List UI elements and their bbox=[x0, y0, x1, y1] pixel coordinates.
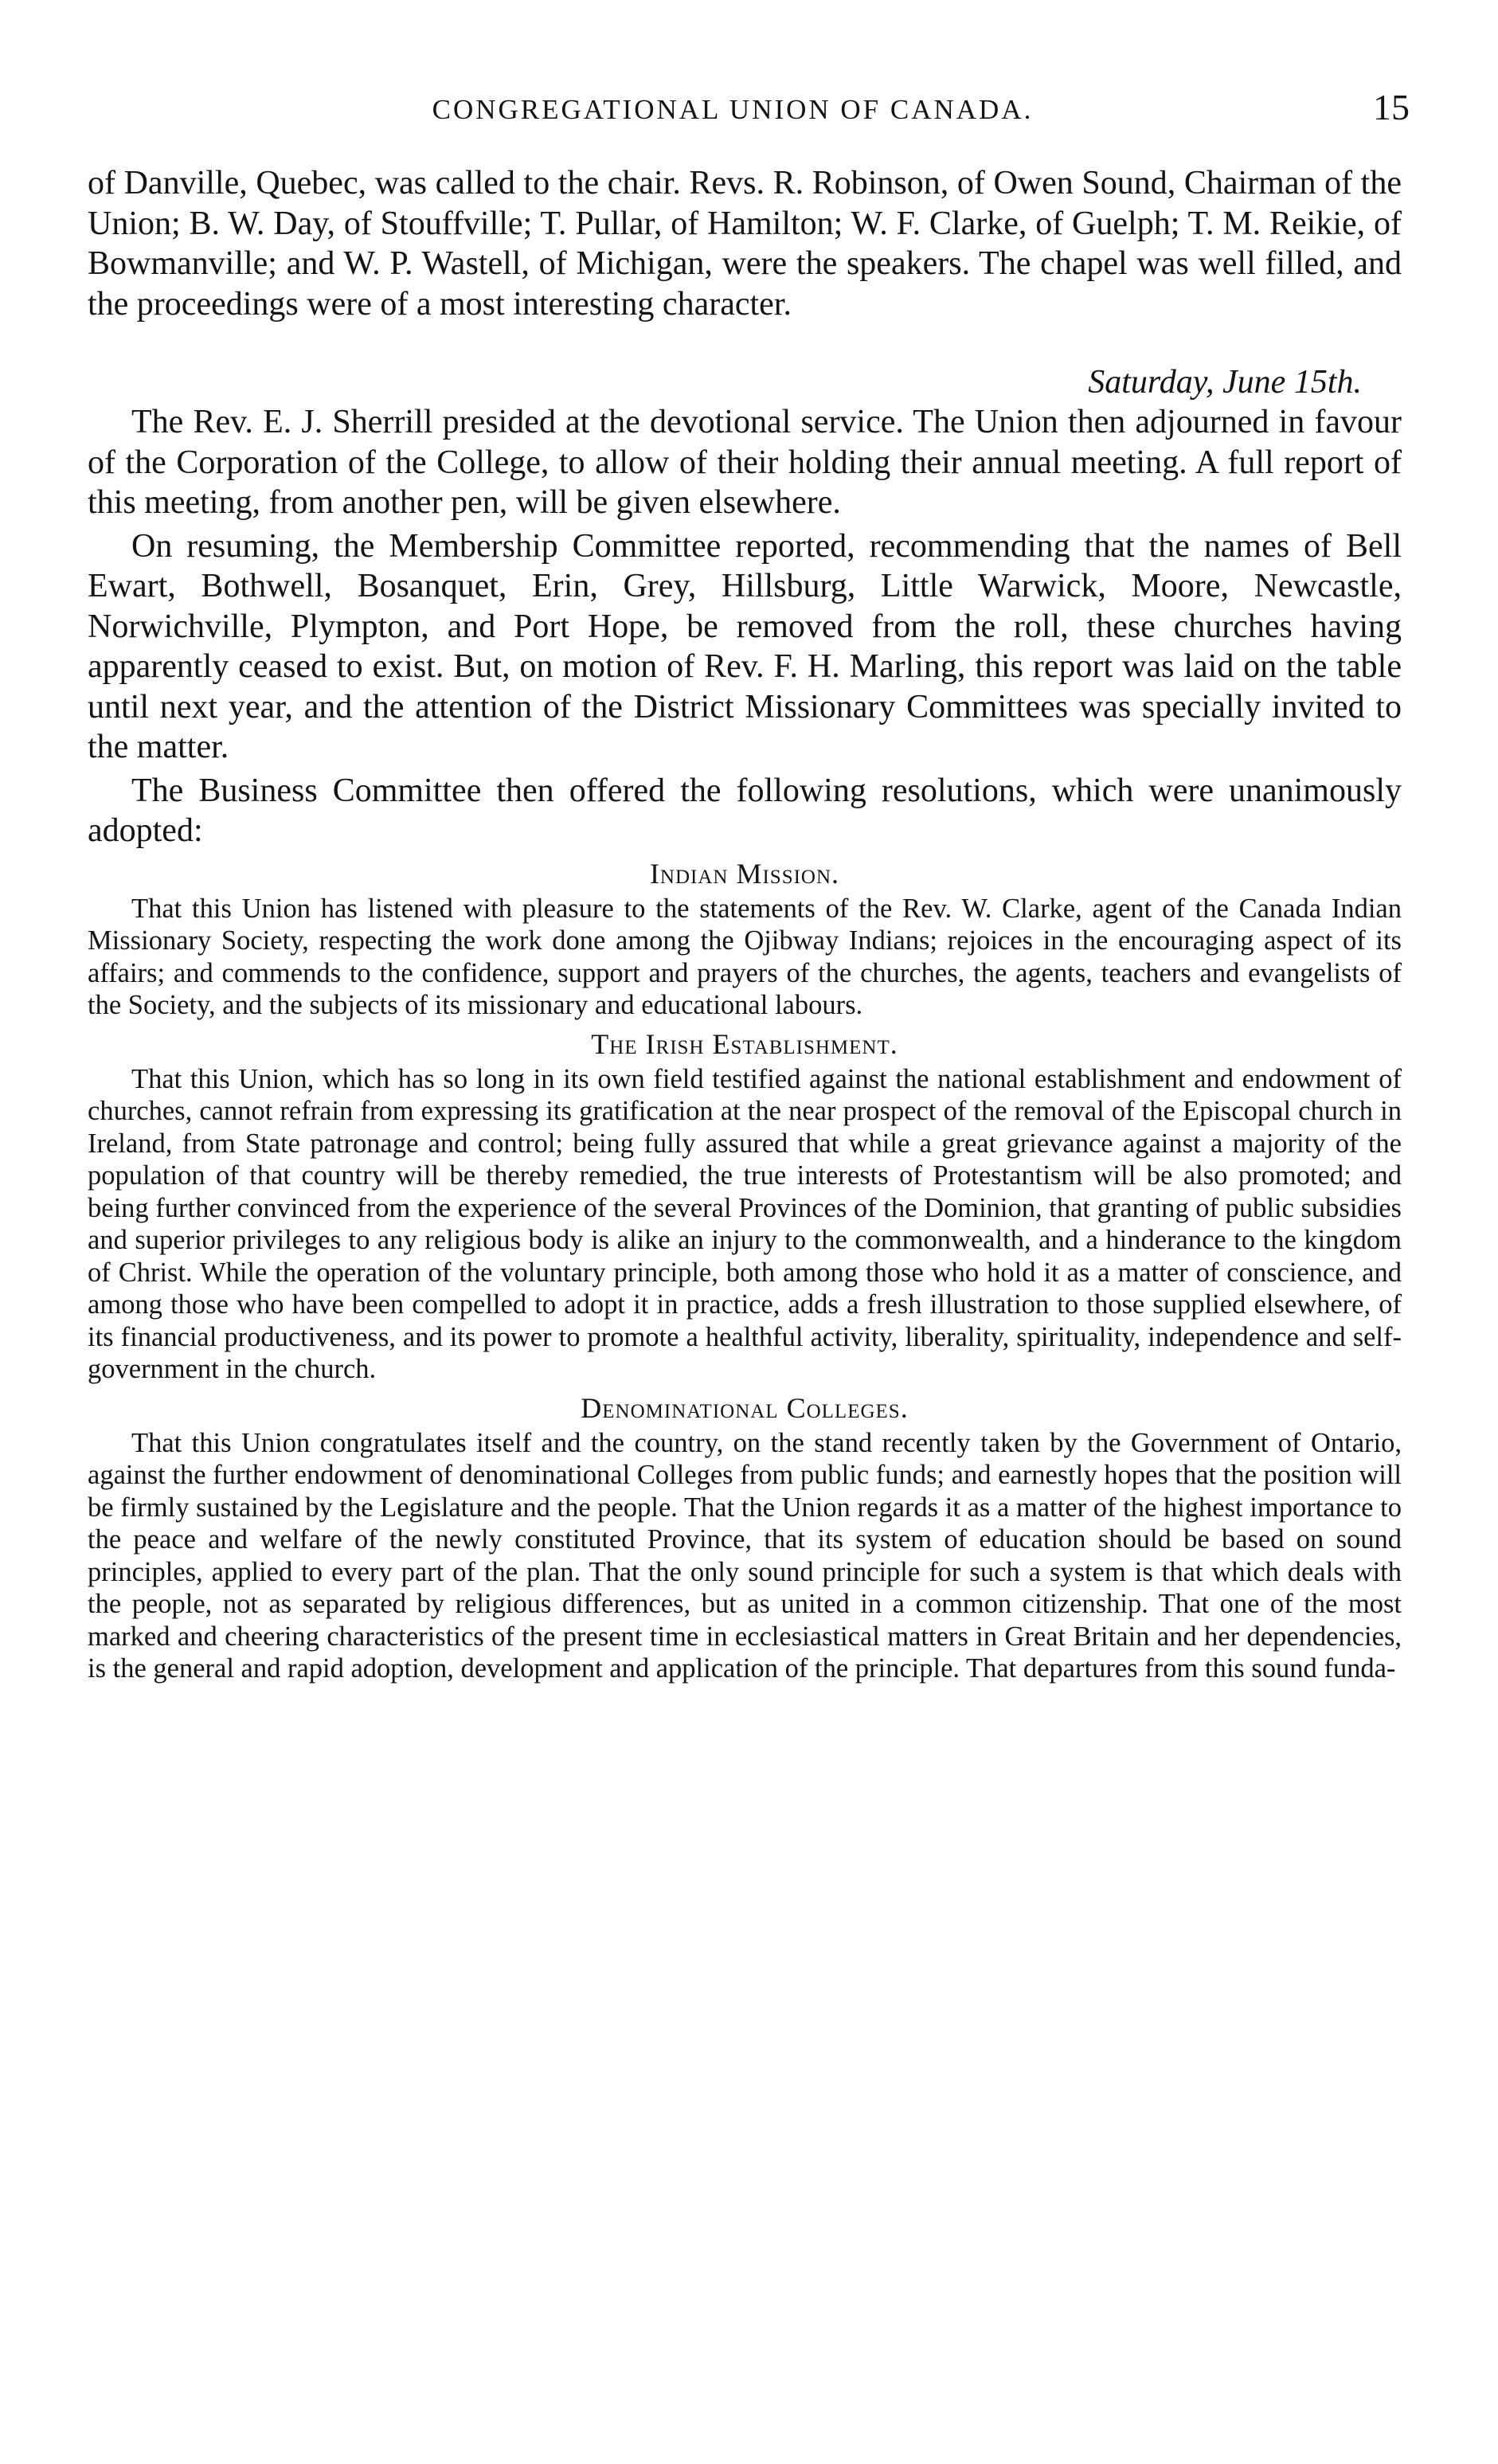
section-text-denominational-colleges: That this Union congratulates itself and the country, on the stand recently taken by the Government of Ontario, against the further endowment of denominational Colleges from public funds; and earnestly hopes that the position will be firmly sustained by the Legislature and the people. That the Union regards it as a matter of the highest importance to the peace and welfare of the newly constituted Province, that its system of education should be based on sound principles, applied to every part of the plan. That the only sound principle for such a system is that which deals with the people, not as separated by religious differences, but as united in a common citizenship. That one of the most marked and cheering characteristics of the present time in ecclesiastical matters in Great Britain and her dependencies, is the general and rapid adoption, development and application of the principle. That departures from this sound funda- bbox=[88, 1427, 1402, 1684]
section-text-irish-establishment: That this Union, which has so long in its own field testified against the national establishment and endowment of churches, cannot refrain from expressing its gratification at the near prospect of the removal of the Episcopal church in Ireland, from State patronage and control; being fully assured that while a great grievance against a majority of the population of that country will be thereby remedied, the true interests of Protestantism will be also promoted; and being further convinced from the experience of the several Provinces of the Dominion, that granting of public subsidies and superior privileges to any religious body is alike an injury to the commonwealth, and a hinderance to the kingdom of Christ. While the operation of the voluntary principle, both among those who hold it as a matter of conscience, and among those who have been compelled to adopt it in practice, adds a fresh illustration to those supplied elsewhere, of its financial productiveness, and its power to promote a healthful activity, liberality, spirituality, independence and self-government in the church. bbox=[88, 1063, 1402, 1384]
page-number: 15 bbox=[1373, 87, 1410, 127]
paragraph-continuation: of Danville, Quebec, was called to the chair. Revs. R. Robinson, of Owen Sound, Chairman of the Union; B. W. Day, of Stouffville; T. Pullar, of Hamilton; W. F. Clarke, of Guelph; T. M. Reikie, of Bowmanville; and W. P. Wastell, of Michigan, were the speakers. The chapel was well filled, and the proceedings were of a most interesting character. bbox=[88, 165, 1402, 323]
section-title-irish-establishment: The Irish Establishment. bbox=[591, 1027, 898, 1060]
section-title-indian-mission: Indian Mission. bbox=[649, 857, 840, 890]
paragraph-devotional: The Rev. E. J. Sherrill presided at the devotional service. The Union then adjourned in favour of the Corporation of the College, to allow of their holding their annual meeting. A full report of this meeting, from another pen, will be given elsewhere. bbox=[88, 404, 1402, 521]
page-body bbox=[88, 163, 1402, 1685]
main-text bbox=[88, 163, 1402, 851]
section-title-denominational-colleges: Denominational Colleges. bbox=[581, 1391, 909, 1424]
date-line: Saturday, June 15th. bbox=[1088, 364, 1362, 401]
page-header bbox=[56, 86, 1410, 142]
running-title: CONGREGATIONAL UNION OF CANADA. bbox=[432, 94, 1034, 125]
resolutions bbox=[88, 855, 1402, 1685]
section-text-indian-mission: That this Union has listened with pleasure to the statements of the Rev. W. Clarke, agent of the Canada Indian Missionary Society, respecting the work done among the Ojibway Indians; rejoices in the encouraging aspect of its affairs; and commends to the confidence, support and prayers of the churches, the agents, teachers and evangelists of the Society, and the subjects of its missionary and educational labours. bbox=[88, 893, 1402, 1020]
paragraph-business: The Business Committee then offered the following resolutions, which were unanimously adopted: bbox=[88, 772, 1402, 849]
paragraph-membership: On resuming, the Membership Committee reported, recommending that the names of Bell Ewart, Bothwell, Bosanquet, Erin, Grey, Hillsburg, Little Warwick, Moore, Newcastle, Norwichville, Plympton, and Port Hope, be removed from the roll, these churches having apparently ceased to exist. But, on motion of Rev. F. H. Marling, this report was laid on the table until next year, and the attention of the District Missionary Committees was specially invited to the matter. bbox=[88, 527, 1402, 765]
